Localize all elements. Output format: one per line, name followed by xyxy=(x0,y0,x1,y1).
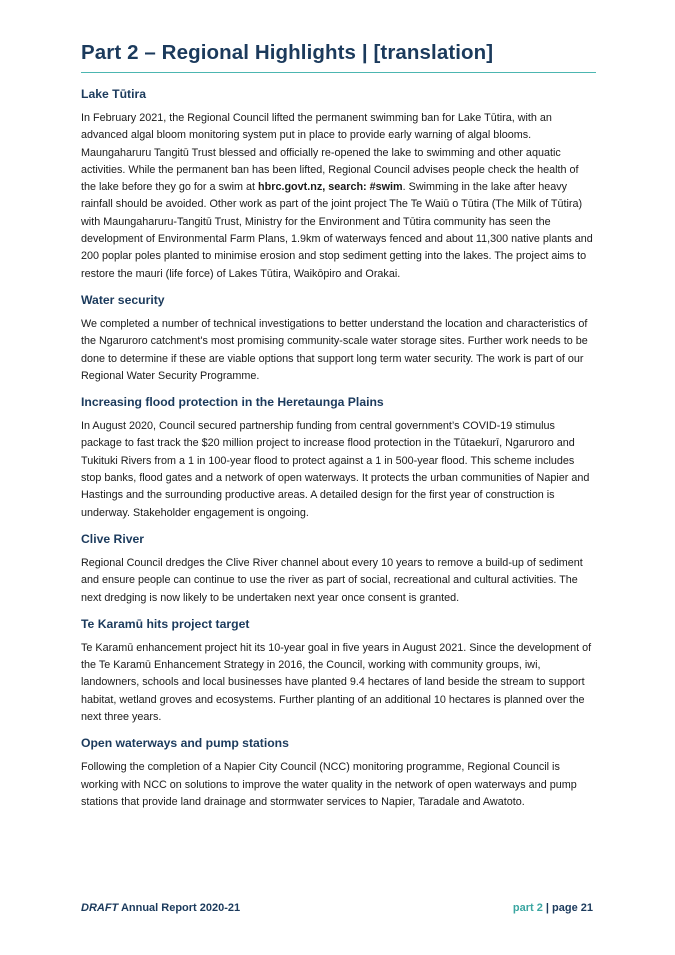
section-paragraph: Following the completion of a Napier City Council (NCC) monitoring programme, Regional Council is working with NCC on solutions to improve the water quality in the network of open waterways and pump stations that provide land drainage and stormwater services to Napier, Taradale and Awatoto. xyxy=(81,761,577,808)
section-paragraph: Te Karamū enhancement project hit its 10-year goal in five years in August 2021. Since the development of the Te Karamū Enhancement Strategy in 2016, the Council, working with community groups, iwi, landowners, schools and local businesses have planted 9.4 hectares of land beside the stream to support habitat, wetland groves and ecosystems. Further planting of an additional 10 hectares is planned over the next three years. xyxy=(81,641,592,724)
section-heading: Clive River xyxy=(81,531,145,546)
footer-separator: | xyxy=(545,902,549,914)
report-label: Annual Report 2020-21 xyxy=(120,902,241,914)
paragraph-text: . Swimming in the lake after heavy rainfall should be avoided. Other work as part of the joint project The Te Waiū o Tūtira (The Milk of Tūtira) with Maungaharuru-Tangitū Trust, Ministry for the Environment and Tūtira community has seen the development of Environmental Farm Plans, 1.9km of waterways fenced and about 11,300 native plants and 200 poplar poles planted to minimise erosion and stop sediment getting into the lakes. The project aims to restore the mauri (life force) of Lakes Tūtira, Waikōpiro and Orakai. xyxy=(81,181,593,280)
page-number: page 21 xyxy=(552,902,593,914)
section-heading: Te Karamū hits project target xyxy=(81,616,250,631)
section-lake-tutira xyxy=(81,86,596,283)
section-paragraph: In August 2020, Council secured partnership funding from central government’s COVID-19 stimulus package to fast track the $20 million project to increase flood protection in the Tūtaekurī, Ngaruroro and Tukituki Rivers from a 1 in 100-year flood to protect against a 1 in 500-year flood. This scheme includes stop banks, flood gates and a network of open waterways. It protects the urban communities of Napier and Hastings and the surrounding productive areas. A detailed design for the first year of construction is underway. Stakeholder engagement is ongoing. xyxy=(81,420,590,519)
section-open-waterways xyxy=(81,735,596,811)
section-te-karamu xyxy=(81,616,596,726)
section-flood-protection xyxy=(81,394,596,522)
draft-label: DRAFT xyxy=(81,902,119,914)
content-body xyxy=(81,86,596,820)
section-paragraph xyxy=(81,110,596,283)
section-clive-river xyxy=(81,531,596,607)
footer-report-title xyxy=(81,902,240,914)
page-title: Part 2 – Regional Highlights | [translation] xyxy=(81,41,494,64)
section-heading: Water security xyxy=(81,292,165,307)
section-heading: Increasing flood protection in the Heretaunga Plains xyxy=(81,395,384,410)
section-heading: Open waterways and pump stations xyxy=(81,736,289,751)
section-paragraph: Regional Council dredges the Clive River channel about every 10 years to remove a build-up of sediment and ensure people can continue to use the river as part of social, recreational and cultural activities. The next dredging is now likely to be undertaken next year once consent is granted. xyxy=(81,556,583,604)
website-reference: hbrc.govt.nz, search: #swim xyxy=(258,181,403,194)
part-label: part 2 xyxy=(512,902,543,914)
title-divider xyxy=(81,72,596,73)
footer-page-info xyxy=(513,902,593,914)
section-heading: Lake Tūtira xyxy=(81,87,147,101)
paragraph-text: In February 2021, the Regional Council lifted the permanent swimming ban for Lake Tūtira, with an advanced algal bloom monitoring system put in place to provide early warning of algal blooms. Maungaharuru Tangitū Trust blessed and officially re-opened the lake to swimming and other aquatic activities. While the permanent ban has been lifted, Regional Council advises people check the health of the lake before they go for a swim at xyxy=(81,112,579,194)
section-paragraph: We completed a number of technical investigations to better understand the location and characteristics of the Ngaruroro catchment's most promising community-scale water storage sites. Further work needs to be done to determine if these are viable options that support long term water security. The work is part of our Regional Water Security Programme. xyxy=(81,317,588,382)
section-water-security xyxy=(81,292,596,385)
